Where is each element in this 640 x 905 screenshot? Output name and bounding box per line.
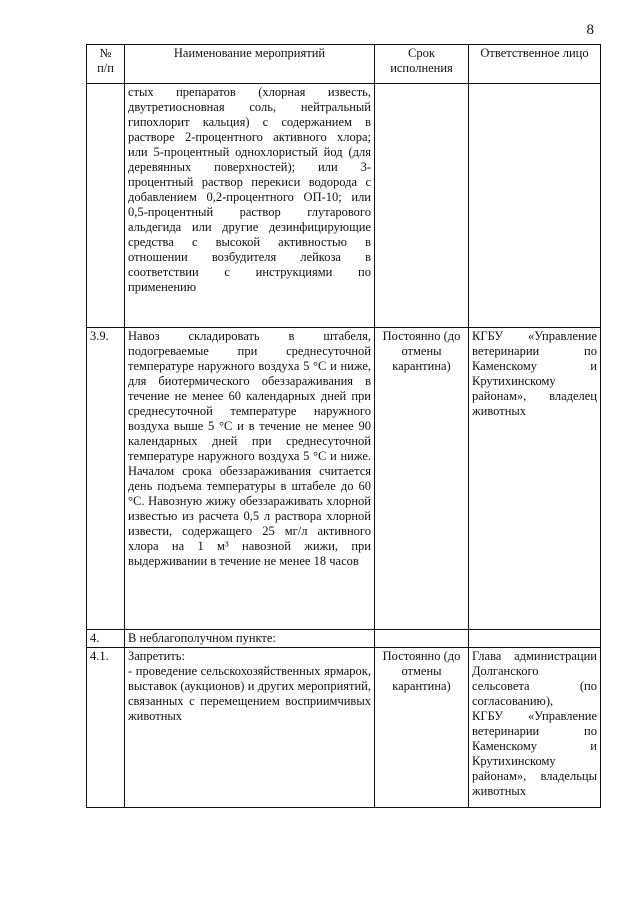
table-row xyxy=(87,328,601,630)
header-number: № п/п xyxy=(87,45,125,84)
row-responsible xyxy=(469,84,601,328)
row-term xyxy=(375,630,469,648)
row-name: Навоз складировать в штабеля, подогреваемые при среднесуточной температуре наружного воздуха 5 °С и ниже, для биотермического обеззараживания в течение не менее 60 календарных дней при среднесуточной температуре наружного воздуха выше 5 °С и в течение не менее 90 календарных дней при среднесуточной температуре наружного воздуха 5 °С и ниже. Началом срока обеззараживания считается день подъема температуры в штабеле до 60 °С. Навозную жижу обеззараживать хлорной известью из расчета 0,5 л раствора хлорной извести, содержащего 25 мг/л активного хлора на 1 м³ навозной жижи, при выдерживании в течение не менее 18 часов xyxy=(125,328,375,630)
row-responsible xyxy=(469,630,601,648)
row-number: 4. xyxy=(87,630,125,648)
measures-table xyxy=(86,44,601,808)
table-row xyxy=(87,648,601,808)
row-name: Запретить: - проведение сельскохозяйственных ярмарок, выставок (аукционов) и других мероприятий, связанных с перемещением восприимчивых животных xyxy=(125,648,375,808)
row-term: Постоянно (до отмены карантина) xyxy=(375,648,469,808)
row-name: В неблагополучном пункте: xyxy=(125,630,375,648)
row-number: 3.9. xyxy=(87,328,125,630)
row-number xyxy=(87,84,125,328)
header-name: Наименование мероприятий xyxy=(125,45,375,84)
table-row xyxy=(87,84,601,328)
row-number: 4.1. xyxy=(87,648,125,808)
row-responsible: КГБУ «Управление ветеринарии по Каменскому и Крутихинскому районам», владелец животных xyxy=(469,328,601,630)
header-responsible: Ответственное лицо xyxy=(469,45,601,84)
page-number: 8 xyxy=(586,22,594,38)
table-header-row xyxy=(87,45,601,84)
row-term: Постоянно (до отмены карантина) xyxy=(375,328,469,630)
table-row xyxy=(87,630,601,648)
row-term xyxy=(375,84,469,328)
row-name: стых препаратов (хлорная известь, двутретиосновная соль, нейтральный гипохлорит кальция) с содержанием в растворе 2-процентного активного хлора; или 5-процентный однохлористый йод (для деревянных поверхностей); или 3-процентный раствор перекиси водорода с добавлением 0,2-процентного ОП-10; или 0,5-процентный раствор глутарового альдегида или другие дезинфицирующие средства с высокой активностью в отношении возбудителя лейкоза в соответствии с инструкциями по применению xyxy=(125,84,375,328)
row-responsible: Глава администрации Долганского сельсовета (по согласованию), КГБУ «Управление ветеринарии по Каменскому и Крутихинскому районам», владельцы животных xyxy=(469,648,601,808)
header-term: Срок исполнения xyxy=(375,45,469,84)
